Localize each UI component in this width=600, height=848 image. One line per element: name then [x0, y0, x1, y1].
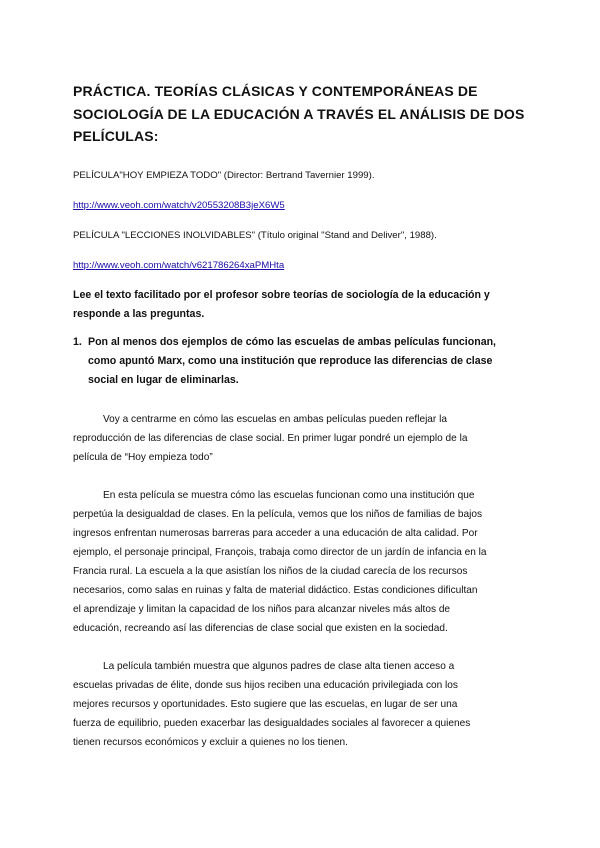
question-1-number: 1.	[73, 336, 82, 348]
paragraph-2-line-3: ingresos enfrentan numerosas barreras para acceder a una educación de alta calidad. Por	[73, 528, 478, 539]
film-2-label: PELÍCULA "LECCIONES INOLVIDABLES" (Título original "Stand and Deliver", 1988).	[73, 230, 437, 241]
question-1-line-1: Pon al menos dos ejemplos de cómo las escuelas de ambas películas funcionan,	[88, 336, 496, 348]
paragraph-2-line-8: educación, recreando así las diferencias de clase social que existen en la sociedad.	[73, 623, 448, 634]
film-2-link[interactable]: http://www.veoh.com/watch/v621786264xaPMHta	[73, 260, 285, 271]
question-1-line-2: como apuntó Marx, como una institución que reproduce las diferencias de clase	[88, 355, 493, 367]
question-1-text	[88, 333, 496, 390]
paragraph-3-line-3: mejores recursos y oportunidades. Esto sugiere que las escuelas, en lugar de ser una	[73, 699, 458, 710]
paragraph-3-line-2: escuelas privadas de élite, donde sus hijos reciben una educación privilegiada con los	[73, 680, 458, 691]
paragraph-3-line-4: fuerza de equilibrio, pueden exacerbar las desigualdades sociales al favorecer a quienes	[73, 718, 471, 729]
paragraph-2-line-7: el aprendizaje y limitan la capacidad de los niños para alcanzar niveles más altos de	[73, 604, 451, 615]
paragraph-2-line-4: ejemplo, el personaje principal, François, trabaja como director de un jardín de infancia en la	[73, 547, 487, 558]
paragraph-3	[73, 657, 533, 752]
title-line-2: SOCIOLOGÍA DE LA EDUCACIÓN A TRAVÉS EL ANÁLISIS DE DOS	[73, 105, 525, 122]
paragraph-3-line-1: La película también muestra que algunos padres de clase alta tienen acceso a	[103, 661, 455, 672]
film-1-link[interactable]: http://www.veoh.com/watch/v20553208B3jeX6W5	[73, 200, 285, 211]
film-1-label: PELÍCULA"HOY EMPIEZA TODO" (Director: Bertrand Tavernier 1999).	[73, 170, 375, 181]
paragraph-2-line-2: perpetúa la desigualdad de clases. En la película, vemos que los niños de familias de bajos	[73, 509, 483, 520]
paragraph-1-line-1: Voy a centrarme en cómo las escuelas en ambas películas pueden reflejar la	[103, 414, 447, 425]
title-line-1: PRÁCTICA. TEORÍAS CLÁSICAS Y CONTEMPORÁNEAS DE	[73, 83, 478, 99]
instructions-line-2: responde a las preguntas.	[73, 308, 205, 320]
document-title	[73, 80, 543, 148]
instructions-line-1: Lee el texto facilitado por el profesor sobre teorías de sociología de la educación y	[73, 289, 490, 301]
paragraph-1-line-2: reproducción de las diferencias de clase social. En primer lugar pondré un ejemplo de la	[73, 433, 468, 444]
paragraph-2-line-1: En esta película se muestra cómo las escuelas funcionan como una institución que	[103, 490, 475, 501]
paragraph-1-line-3: película de “Hoy empieza todo”	[73, 452, 213, 463]
paragraph-1	[73, 410, 533, 467]
paragraph-2-line-5: Francia rural. La escuela a la que asistían los niños de la ciudad carecía de los recursos	[73, 566, 468, 577]
paragraph-2-line-6: necesarios, como salas en ruinas y falta de material didáctico. Estas condiciones dificultan	[73, 585, 478, 596]
paragraph-2	[73, 486, 533, 638]
instructions	[73, 286, 543, 324]
paragraph-3-line-5: tienen recursos económicos y excluir a quienes no los tienen.	[73, 737, 348, 748]
question-1-line-3: social en lugar de eliminarlas.	[88, 374, 239, 386]
title-line-3: PELÍCULAS:	[73, 128, 159, 144]
